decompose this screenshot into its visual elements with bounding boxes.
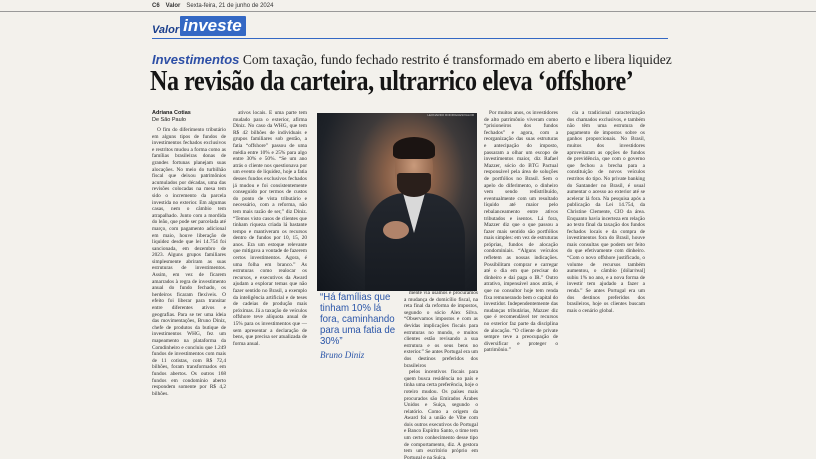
- article-column-6: [567, 110, 645, 459]
- page-number: C6: [152, 2, 160, 9]
- byline-author: Adriana Cotias: [152, 110, 191, 116]
- article-text: Por muitos anos, os investidores de alto patrimônio viveram como “prisioneiros dos fundos fechados” e agora, com a reorganização das suas estruturas e antecipação do imposto, passaram a olhar um escopo de investimentos maior, diz Rafael Mazzer, sócio do BTG Pactual responsável pela área de soluções de portfólios no Brasil. Sem o apelo do diferimento, o dinheiro vem sendo redistribuído, eventualmente com um resultado líquido até maior pelo rebalanceamento entre ativos tributados e isentos. Lá fora, Mazzer diz que o que passou a fazer mais sentido são portfólios mais simples: em vez de estruturas próprias, fundos de alocação condominiais. “Alguns veículos refletem as nossas indicações. Possibilitam comprar e carregar até o dia em que precisar do dinheiro e daí paga o IR.” Outro atrativo, impensável anos atrás, é que no consultor hoje tem renda fixa remunerando bem o capital do investidor. Independentemente das mudanças tributárias, Mazzer diz que é recomendável ter recursos no exterior faz parte da disciplina de alocação. “O cliente de private sempre teve a preocupação de diversificar e proteger o patrimônio.”: [484, 110, 558, 354]
- byline: [152, 110, 191, 124]
- publication-date: Sexta-feira, 21 de junho de 2024: [186, 2, 274, 9]
- pull-quote-text: “Há famílias que tinham 10% lá fora, caminhando para uma fatia de 30%”: [320, 291, 396, 347]
- article-text: mente via usamos e procuramos a mudança de domicílio fiscal, na reta final da reforma de impostos, segundo o sócio Alex Silva. “Observamos impostos e com as devidas implicações fiscais para estruturas no mundo, e muitos clientes estão revisando a sua estrutura e os seus bens no exterior.” Se antes Portugal era um dos destinos preferidos dos brasileiros: [404, 290, 478, 369]
- article-column-2: [233, 110, 307, 459]
- section-logo-prefix: Valor: [152, 24, 180, 36]
- article-column-5: [484, 110, 558, 459]
- article-text: O fim do diferimento tributário em alguns tipos de fundos de investimentos fechados exclusivos e restritos mudou a forma como as famílias brasileiras donas de grandes fortunas planejam suas alocações. No meio do turbilhão fiscal que deixou patrimônios acumulados por décadas, uma das revisões colocadas na mesa tem sido o incremento da parcela investida no exterior. Em algumas casas, nem o câmbio tem atrapalhado. Junto com a mordida do leão, que pode ser parcelada até março, com pagamento adicional em maio, houve liberação de liquidez desde que lei 14.754 foi sancionada, em dezembro de 2023. Alguns grupos familiares simplesmente abriram as suas estruturas de investimentos. Assim, em vez de ficarem amarrados à regra de investimento anual do fundo fechado, os herdeiros ficaram flexíveis. O efeito foi liberar para transitar entre diferentes ativos e geografias. Para se ter uma ideia das movimentações, Bruno Diniz, chefe de produtos da butique de investimentos WHG, fez um mapeamento na plataforma da Comdinheiro e concluiu que 1.249 fundos de investimentos com mais de 11 cotistas, com R$ 72,4 bilhões, foram transformados em fundos abertos. Os outros 168 fundos em condomínio aberto respondem somente por R$ 4,2 bilhões.: [152, 127, 226, 397]
- pull-quote-author: Bruno Diniz: [320, 350, 365, 360]
- photo-figure-hair: [393, 137, 435, 159]
- photo-credit: LEONARDO RODRIGUES/VALOR: [427, 113, 474, 117]
- pull-quote: [320, 292, 402, 361]
- byline-location: De São Paulo: [152, 117, 186, 123]
- article-text-continued: pelos incentivos fiscais para quem busca residência no país e tinha uma certa preferência, hoje o roteiro mudou. Os países mais procurados são Emirados Árabes Unidos e Suíça, segundo o relatório. Como a origem da Award foi a união de Vibe com dois outros executivos do Portugal e Banco Espírito Santo, o time tem um certo conhecimento desse tipo de comportamento, diz. A gestora tem um escritório próprio em Portugal e na Suíça.: [404, 369, 478, 459]
- kicker: Investimentos: [152, 52, 240, 67]
- article-text: ativos locais. E uma parte tem mudado para o exterior, afirma Diniz. No caso da WHG, que tem R$ 42 bilhões de individuais e grupos familiares sob gestão, a fatia “offshore” passou de uma média entre 10% e 25% para algo entre 30% e 50%. “Se um ano atrás o cliente nos questionava por um evento de liquidez, hoje a fatia desses fundos exclusivos fechados já mudou e foi consistentemente conseguido por termos de custos do ponto de vista tributário e necessário, com a reforma, não tem mais razão de ser,” diz Diniz. “Temos visto casos de clientes que tinham riqueza criada lá bastante tempo e mantiveram os recursos dentro de fundos por 10, 15, 20 anos. Era um estoque relevante que mitigava a vontade de fazerem certos investimentos. Agora, é uma folha em branco.” As estruturas como realocar os recursos, e executivos da Award ajudam a explorar temas que não fazer sentido no Brasil, a exemplo da inteligência artificial e de teses de cadeias de produção mais próximas. Já a taxação de veículos offshore teve alíquota anual de 15% para os investimentos que — sem apresentar a declaração de bens, que precisa ser atualizada de forma anual.: [233, 110, 307, 347]
- subheadline: Com taxação, fundo fechado restrito é transformado em aberto e libera liquidez: [242, 52, 672, 67]
- section-logo: [152, 14, 246, 36]
- page-header: [0, 0, 816, 12]
- article-column-1: [152, 127, 226, 459]
- section-logo-name: investe: [180, 16, 246, 36]
- article-column-3: [404, 290, 478, 459]
- article-text: cia a tradicional caracterização dos chamados exclusivos, e também não têm uma estrutura de pagamento de impostos sobre os ganhos proporcionais. No Brasil, muitos dos investidores aproveitaram as opções de fundos de previdência, que com o governo que fechou a brecha para a constituição de novos veículos restritos do tipo. No private banking do Santander no Brasil, é usual aumentar o acesso ao exterior até se acelerar lá fora. Na pesquisa após a publicação da Lei 14.754, da Christine Clemente, CIO da área. Enquanto havia incerteza em relação ao texto final da taxação dos fundos fechados locais e da compra de investimentos fora do Brasil, houve mais consultas que podem ser feito do que efetivamente com dinheiro. “Com o novo offshore justificado, o volume de recursos também aumentou, o câmbio [dólar/real] subiu 1% no ano, e a nova forma de investir tem ajudado a fazer a renda.” Se antes Portugal era um dos destinos preferidos dos brasileiros, hoje os clientes buscam mais o cenário global.: [567, 110, 645, 314]
- newspaper-name: Valor: [165, 2, 181, 9]
- photo-figure-hand: [383, 221, 409, 239]
- portrait-photo: [317, 113, 477, 291]
- section-divider: [152, 38, 668, 39]
- photo-figure-beard: [397, 173, 431, 197]
- headline: Na revisão da carteira, ultrarrico eleva ‘offshore’: [150, 66, 634, 97]
